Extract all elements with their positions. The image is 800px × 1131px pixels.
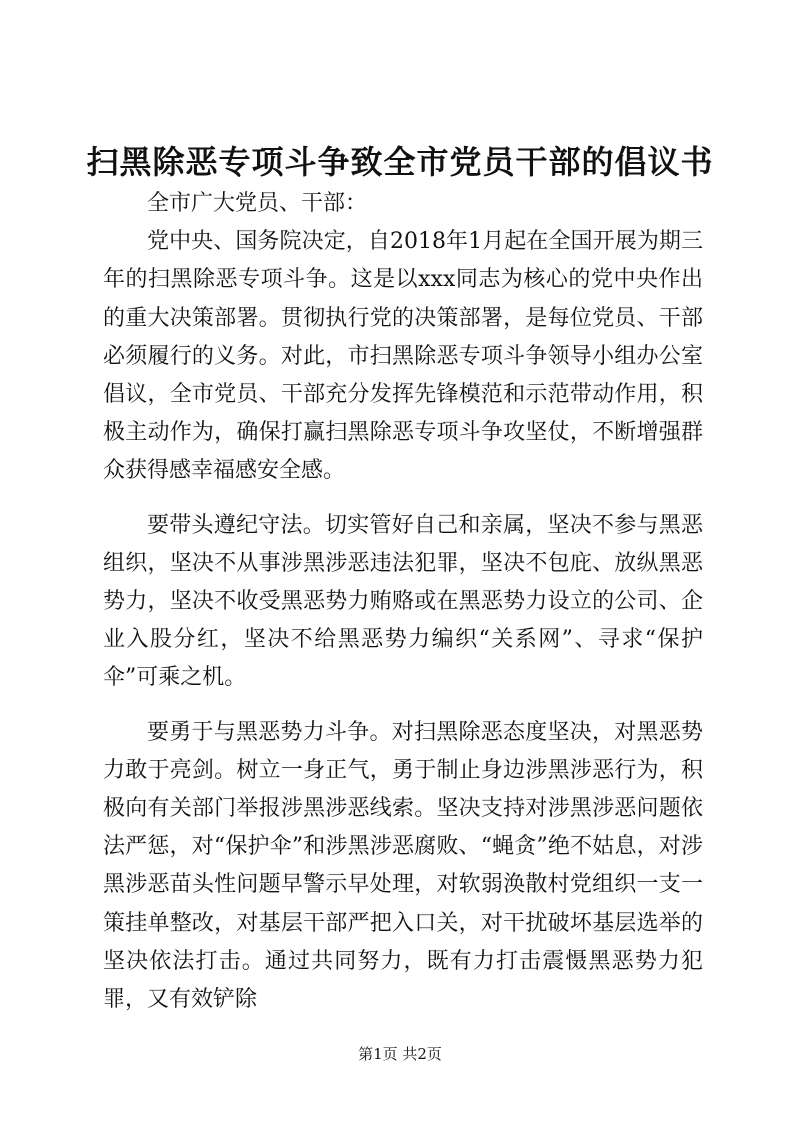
page-footer: 第1页 共2页 bbox=[358, 1045, 442, 1063]
paragraph-3: 要勇于与黑恶势力斗争。对扫黑除恶态度坚决，对黑恶势力敢于亮剑。树立一身正气，勇于制止身边涉黑涉恶行为，积极向有关部门举报涉黑涉恶线索。坚决支持对涉黑涉恶问题依法严惩，对“保护伞”和涉黑涉恶腐败、“蝇贪”绝不姑息，对涉黑涉恶苗头性问题早警示早处理，对软弱涣散村党组织一支一策挂单整改，对基层干部严把入口关，对干扰破坏基层选举的坚决依法打击。通过共同努力，既有力打击震慑黑恶势力犯罪，又有效铲除 bbox=[103, 719, 703, 1013]
paragraph-1: 党中央、国务院决定，自2018年1月起在全国开展为期三年的扫黑除恶专项斗争。这是以xxx同志为核心的党中央作出的重大决策部署。贯彻执行党的决策部署，是每位党员、干部必须履行的义务。对此，市扫黑除恶专项斗争领导小组办公室倡议，全市党员、干部充分发挥先锋模范和示范带动作用，积极主动作为，确保打赢扫黑除恶专项斗争攻坚仗，不断增强群众获得感幸福感安全感。 bbox=[103, 229, 703, 484]
salutation: 全市广大党员、干部： bbox=[147, 191, 368, 216]
document-body bbox=[103, 185, 703, 1019]
document-title: 扫黑除恶专项斗争致全市党员干部的倡议书 bbox=[86, 143, 714, 181]
paragraph-2: 要带头遵纪守法。切实管好自己和亲属，坚决不参与黑恶组织，坚决不从事涉黑涉恶违法犯罪，坚决不包庇、放纵黑恶势力，坚决不收受黑恶势力贿赂或在黑恶势力设立的公司、企业入股分红，坚决不给黑恶势力编织“关系网”、寻求“保护伞”可乘之机。 bbox=[103, 512, 703, 691]
